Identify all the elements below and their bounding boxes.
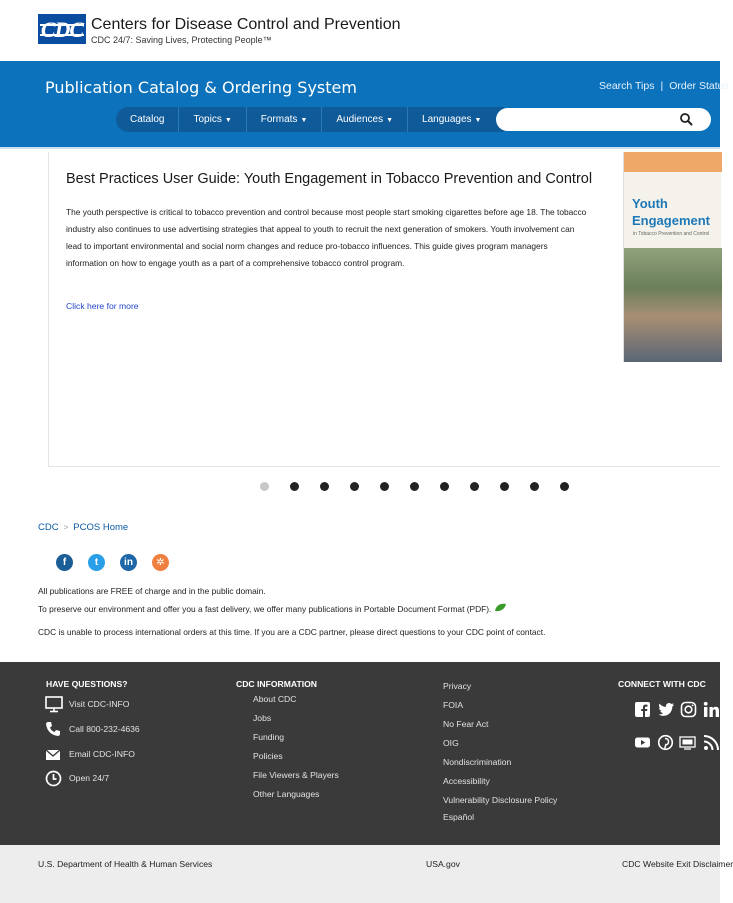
footer-connect-title: CONNECT WITH CDC: [618, 679, 706, 689]
nav-label: Audiences: [336, 114, 384, 125]
syndication-icon[interactable]: ✲: [152, 554, 169, 571]
footer-privacy[interactable]: Privacy: [443, 681, 472, 691]
carousel-pagination: [260, 482, 590, 492]
cover-title: Engagement: [632, 213, 711, 228]
notice-pdf-text: To preserve our environment and offer you a fast delivery, we offer many publications in Portable Document Format (PDF).: [38, 604, 492, 614]
nav-catalog[interactable]: [116, 107, 179, 132]
footer-file-viewers[interactable]: File Viewers & Players: [253, 770, 339, 780]
twitter-icon[interactable]: t: [88, 554, 105, 571]
cover-photo: [624, 248, 722, 362]
facebook-icon[interactable]: f: [56, 554, 73, 571]
carousel-dot[interactable]: [410, 482, 419, 491]
logo-text: CDC: [40, 17, 84, 42]
nav-label: Formats: [260, 114, 298, 125]
caret-down-icon: ▼: [224, 117, 232, 124]
pinterest-icon[interactable]: [657, 734, 674, 751]
nav-label: Languages: [422, 114, 472, 125]
cover-banner: [624, 152, 722, 172]
exit-disclaimer-link[interactable]: CDC Website Exit Disclaimer: [622, 859, 733, 869]
footer-vulnerability-disclosure[interactable]: Vulnerability Disclosure Policy: [443, 795, 558, 805]
feature-description: The youth perspective is critical to tobacco prevention and control because most people start smoking cigarettes before age 18. The tobacco industry also continues to use advertising strategies that appeal to youth to recruit the next generation of smokers. Youth involvement can lead to important environmental and social norm changes and reduce pro-tobacco influences. This guide gives program managers information on how to engage youth as a part of a comprehensive tobacco control program.: [66, 207, 587, 268]
carousel-dot[interactable]: [560, 482, 569, 491]
linkedin-icon[interactable]: [703, 701, 720, 718]
footer-email[interactable]: Email CDC-INFO: [69, 749, 135, 759]
nav-label: Catalog: [130, 114, 165, 125]
cover-subtitle: in Tobacco Prevention and Control: [633, 231, 710, 237]
breadcrumb-separator: >: [63, 523, 69, 532]
caret-down-icon: ▼: [386, 117, 394, 124]
feature-carousel: [48, 152, 720, 467]
caret-down-icon: ▼: [474, 117, 482, 124]
social-share: [56, 554, 184, 571]
feature-title: Best Practices User Guide: Youth Engagement in Tobacco Prevention and Control: [66, 171, 593, 187]
footer-oig[interactable]: OIG: [443, 738, 459, 748]
footer-questions-title: HAVE QUESTIONS?: [46, 679, 128, 689]
org-name[interactable]: Centers for Disease Control and Prevention: [91, 16, 401, 33]
band-divider: [0, 147, 720, 149]
footer-other-languages[interactable]: Other Languages: [253, 789, 320, 799]
nav-audiences[interactable]: [322, 107, 408, 132]
carousel-dot[interactable]: [350, 482, 359, 491]
order-status-link[interactable]: Order Status: [669, 80, 729, 92]
cdc-logo[interactable]: [38, 14, 86, 44]
envelope-icon: [45, 747, 61, 763]
footer-espanol[interactable]: Español: [443, 812, 475, 822]
carousel-dot[interactable]: [290, 482, 299, 491]
twitter-icon[interactable]: [658, 701, 675, 718]
publication-cover-image[interactable]: [623, 152, 721, 362]
nav-topics[interactable]: [179, 107, 246, 132]
carousel-dot[interactable]: [470, 482, 479, 491]
carousel-dot[interactable]: [440, 482, 449, 491]
feature-more-link[interactable]: Click here for more: [66, 301, 139, 311]
carousel-dot[interactable]: [530, 482, 539, 491]
hhs-link[interactable]: U.S. Department of Health & Human Services: [38, 859, 213, 869]
instagram-icon[interactable]: [680, 701, 697, 718]
nav-label: Topics: [193, 114, 222, 125]
footer-open: Open 24/7: [69, 773, 110, 783]
footer-jobs[interactable]: Jobs: [253, 713, 272, 723]
linkedin-icon[interactable]: in: [120, 554, 137, 571]
org-tagline: CDC 24/7: Saving Lives, Protecting People™: [91, 35, 272, 45]
rss-icon[interactable]: [703, 734, 720, 751]
footer-foia[interactable]: FOIA: [443, 700, 464, 710]
bottom-bar: [0, 845, 733, 903]
site-title[interactable]: Publication Catalog & Ordering System: [45, 78, 357, 97]
cover-title: Youth: [632, 196, 668, 211]
phone-icon: [45, 721, 61, 737]
carousel-dot[interactable]: [260, 482, 269, 491]
carousel-dot[interactable]: [320, 482, 329, 491]
youtube-icon[interactable]: [634, 734, 651, 751]
facebook-icon[interactable]: [634, 701, 651, 718]
breadcrumb-pcos-home[interactable]: PCOS Home: [73, 522, 129, 533]
footer-no-fear-act[interactable]: No Fear Act: [443, 719, 489, 729]
footer-about-cdc[interactable]: About CDC: [253, 694, 297, 704]
notice-free: All publications are FREE of charge and in the public domain.: [38, 586, 266, 596]
notice-international: CDC is unable to process international orders at this time. If you are a CDC partner, please direct questions to your CDC point of contact.: [38, 627, 546, 637]
site-header: [0, 0, 720, 61]
footer-visit-cdc-info[interactable]: Visit CDC-INFO: [69, 699, 130, 709]
nav-languages[interactable]: [408, 107, 495, 132]
site-nav-band: [0, 61, 729, 149]
utility-separator: |: [660, 80, 664, 92]
search-input[interactable]: [496, 108, 711, 131]
footer-cdc-info-title: CDC INFORMATION: [236, 679, 317, 689]
footer-nondiscrimination[interactable]: Nondiscrimination: [443, 757, 512, 767]
site-footer: [0, 662, 720, 845]
utility-links: [599, 80, 729, 92]
main-nav: [116, 107, 504, 132]
monitor-icon: [45, 695, 63, 713]
search-icon[interactable]: [679, 112, 693, 126]
breadcrumb: [38, 522, 128, 533]
cdc-tv-icon[interactable]: [679, 734, 696, 751]
nav-formats[interactable]: [247, 107, 323, 132]
carousel-dot[interactable]: [380, 482, 389, 491]
caret-down-icon: ▼: [300, 117, 308, 124]
footer-accessibility[interactable]: Accessibility: [443, 776, 490, 786]
carousel-dot[interactable]: [500, 482, 509, 491]
footer-call[interactable]: Call 800-232-4636: [69, 724, 140, 734]
usagov-link[interactable]: USA.gov: [426, 859, 460, 869]
leaf-icon: [494, 603, 507, 612]
search-tips-link[interactable]: Search Tips: [599, 80, 655, 92]
notice-pdf: [38, 603, 507, 614]
breadcrumb-cdc[interactable]: CDC: [38, 522, 59, 533]
clock-icon: [45, 770, 62, 787]
footer-funding[interactable]: Funding: [253, 732, 285, 742]
footer-policies[interactable]: Policies: [253, 751, 283, 761]
